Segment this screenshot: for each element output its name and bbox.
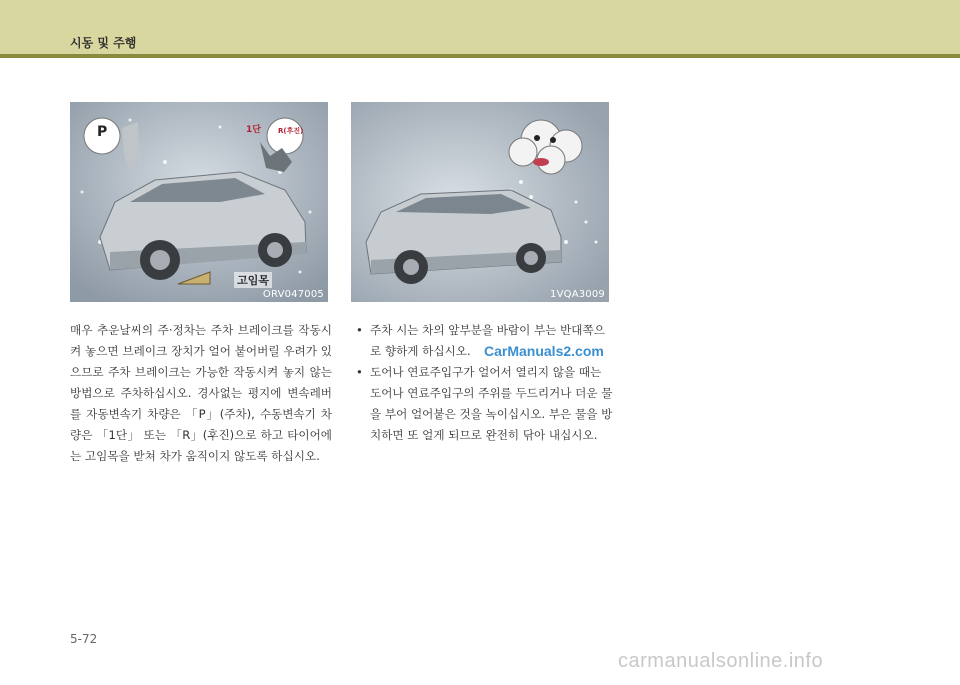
parking-illustration bbox=[70, 102, 328, 302]
figure-code: 1VQA3009 bbox=[550, 289, 605, 300]
section-title: 시동 및 주행 bbox=[70, 36, 137, 50]
header-divider bbox=[0, 54, 960, 58]
page-number: 5-72 bbox=[70, 632, 98, 646]
footer-watermark: carmanualsonline.info bbox=[618, 650, 824, 672]
carmanuals-watermark: CarManuals2.com bbox=[484, 343, 604, 359]
car-wind-image bbox=[351, 102, 609, 302]
parking-instructions-paragraph: 매우 추운날씨의 주·정차는 주차 브레이크를 작동시켜 놓으면 브레이크 장치가 얼어 붙어버릴 우려가 있으므로 주차 브레이크는 가능한 작동시켜 놓지 않는 방법으로 주차하십시오. 경사없는 평지에 변속레버를 자동변속기 차량은 「P」(주차), 수동변속기 차량은 「1단」 또는 「R」(후진)으로 하고 타이어에는 고임목을 받쳐 차가 움직이지 않도록 하십시오. bbox=[70, 323, 332, 463]
wheel-chock-label: 고임목 bbox=[234, 272, 272, 288]
gear-p-bubble: P bbox=[97, 124, 108, 140]
wind-direction-illustration bbox=[351, 102, 609, 302]
page-header bbox=[0, 0, 960, 54]
figure-code: ORV047005 bbox=[262, 289, 324, 300]
gear-reverse-bubble: R(후진) bbox=[278, 127, 304, 135]
list-item: • 도어나 연료주입구가 얼어서 열리지 않을 때는 도어나 연료주입구의 주위를 두드리거나 더운 물을 부어 얼어붙은 것을 녹이십시오. 부은 물을 방치하면 또 얼게 되므로 완전히 닦아 내십시오. bbox=[354, 362, 616, 446]
list-item: • 주차 시는 차의 앞부분을 바람이 부는 반대쪽으로 향하게 하십시오. bbox=[354, 320, 616, 362]
parking-tips-list bbox=[354, 320, 616, 446]
gear-1st-bubble: 1단 bbox=[246, 125, 261, 135]
